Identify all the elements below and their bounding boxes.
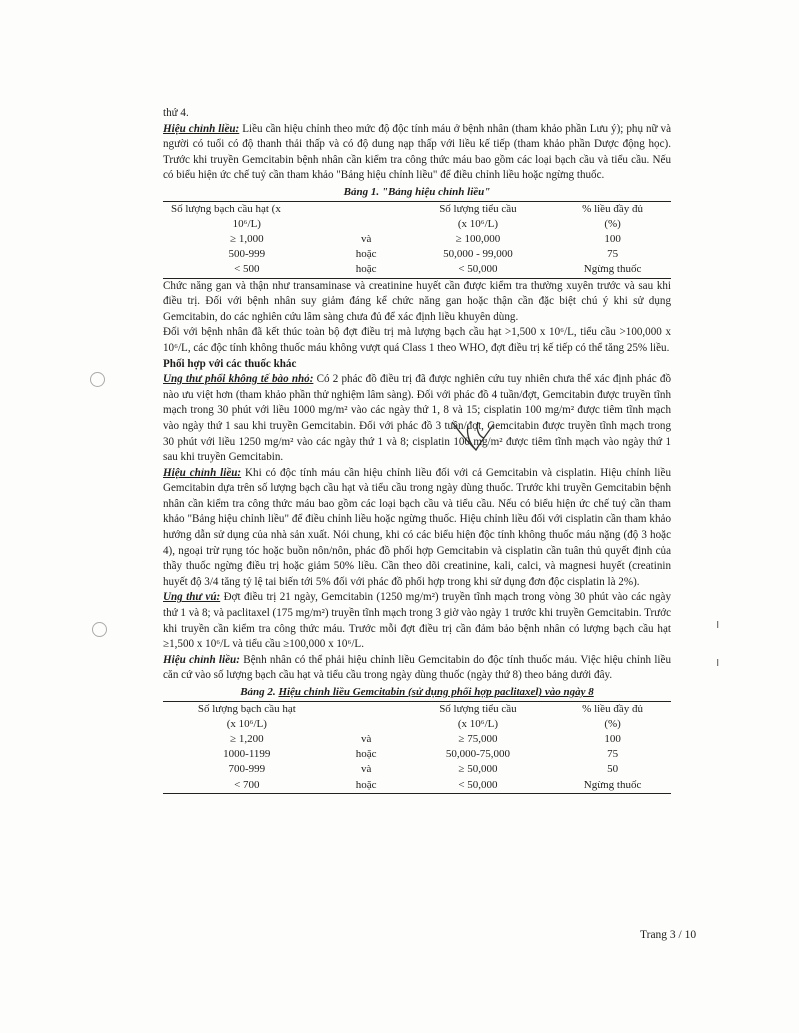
- document-body: [163, 106, 671, 794]
- table-header-cell: Số lượng bạch cầu hạt (x: [171, 202, 281, 215]
- table-header-cell: [331, 217, 402, 232]
- liver-kidney-paragraph: Chức năng gan và thận như transaminase và creatinine huyết cần được kiểm tra thường xuyên trước và sau khi điều trị. Đối với bệnh nhân suy giảm đáng kể chức năng gan hoặc thận cần đặc biệt chú ý khi sử dụng Gemcitabin, do các nghiên cứu lâm sàng chưa đủ để xác định liều khuyên dùng.: [163, 279, 671, 323]
- table2-caption-title: Hiệu chỉnh liều Gemcitabin (sử dụng phối hợp paclitaxel) vào ngày 8: [278, 686, 594, 699]
- table-header-cell: [331, 701, 402, 717]
- table-cell: ≥ 1,200: [230, 733, 264, 746]
- table-cell: và: [360, 733, 372, 746]
- table-cell: Ngừng thuốc: [583, 263, 642, 276]
- table-header-row: [163, 201, 671, 217]
- dose-adjustment-paragraph-3: [163, 653, 671, 684]
- table-row: [163, 232, 671, 247]
- table-cell: 1000-1199: [223, 748, 271, 761]
- table2-caption-prefix: Bảng 2.: [240, 686, 276, 699]
- table2: [163, 701, 671, 794]
- table-cell: ≥ 50,000: [458, 763, 498, 776]
- table-header-cell: (%): [604, 717, 621, 730]
- table-cell: hoặc: [355, 248, 377, 261]
- dose-adjustment-label-3: Hiệu chỉnh liều:: [163, 653, 240, 666]
- table-cell: 100: [604, 733, 621, 746]
- dose-adjustment-label: Hiệu chỉnh liều:: [163, 122, 240, 135]
- table-cell: ≥ 100,000: [455, 232, 501, 245]
- table-cell: 50: [607, 763, 619, 776]
- table-cell: ≥ 75,000: [458, 733, 498, 746]
- nsclc-text: Có 2 phác đồ điều trị đã được nghiên cứu tuy nhiên chưa thể xác định phác đồ nào ưu việt hơn (tham khảo phần thử nghiệm lâm sàng). Đối với phác đồ 4 tuần/đợt, Gemcitabin được truyền tĩnh mạch trong 30 phút với liều 1000 mg/m² vào các ngày thứ 1, 8 và 15; cisplatin 100 mg/m² được tiêm tĩnh mạch vào ngày thứ 1 sau khi truyền Gemcitabin. Đối với phác đồ 3 tuần/đợt, Gemcitabin được truyền tĩnh mạch trong 30 phút với liều 1250 mg/m² vào các ngày thứ 1 và 8; cisplatin 100 mg/m² được tiêm tĩnh mạch vào ngày thứ 1 sau khi truyền Gemcitabin.: [163, 373, 671, 464]
- table-cell: 700-999: [228, 763, 266, 776]
- punch-hole-top: [90, 372, 105, 387]
- punch-hole-bottom: [92, 622, 107, 637]
- table-header-cell: Số lượng tiểu cầu: [439, 702, 517, 715]
- table-cell: < 50,000: [458, 263, 498, 276]
- table-header-cell: (x 10⁶/L): [226, 717, 267, 730]
- dose-adjustment-paragraph-2: [163, 466, 671, 591]
- margin-mark: ı: [716, 617, 720, 631]
- dose-adjustment-paragraph: [163, 122, 671, 184]
- table1-caption-title: "Bảng hiệu chỉnh liều": [381, 185, 491, 198]
- table-header-cell: (x 10⁶/L): [457, 217, 499, 230]
- table-header-cell: [331, 717, 402, 732]
- breast-cancer-paragraph: [163, 590, 671, 652]
- table-cell: < 700: [234, 778, 260, 791]
- margin-mark-2: ı: [716, 655, 720, 669]
- dose-adjustment-text-3: Bệnh nhân có thể phải hiệu chỉnh liều Gemcitabin do độc tính thuốc máu. Việc hiệu chỉnh liều căn cứ vào số lượng bạch cầu hạt và tiểu cầu trong ngày dùng thuốc (ngày thứ 8) theo bảng dưới đây.: [163, 653, 671, 682]
- table2-caption: [163, 685, 671, 701]
- table-header-row: [163, 217, 671, 232]
- table-cell: và: [360, 232, 372, 245]
- table-row: [163, 247, 671, 262]
- table-header-cell: % liều đầy đủ: [582, 202, 643, 215]
- table-row: [163, 778, 671, 794]
- table-row: [163, 747, 671, 762]
- table-cell: hoặc: [355, 778, 377, 791]
- table-header-cell: [331, 201, 402, 217]
- table1-caption: [163, 185, 671, 201]
- table-cell: 50,000-75,000: [445, 748, 511, 761]
- table-cell: 75: [607, 748, 619, 761]
- page-number: Trang 3 / 10: [640, 929, 697, 941]
- table-cell: ≥ 1,000: [230, 232, 264, 245]
- table1: [163, 201, 671, 279]
- breast-cancer-text: Đợt điều trị 21 ngày, Gemcitabin (1250 mg/m²) truyền tĩnh mạch trong vòng 30 phút vào các ngày thứ 1 và 8; và paclitaxel (175 mg/m²) truyền tĩnh mạch trong 3 giờ vào ngày 1 trước khi truyền Gemcitabin. Trước khi truyền cần kiểm tra công thức máu. Trước mỗi đợt điều trị cần đảm bảo bệnh nhân có lượng bạch cầu hạt ≥1,500 x 10⁶/L và tiểu cầu ≥100,000 x 10⁶/L.: [163, 591, 671, 651]
- completed-course-paragraph: Đối với bệnh nhân đã kết thúc toàn bộ đợt điều trị mà lượng bạch cầu hạt >1,500 x 10⁶/L, tiểu cầu >100,000 x 10⁶/L, các độc tính không thuốc máu không vượt quá Class 1 theo WHO, đợt điều trị kế tiếp có thể tăng 25% liều.: [163, 326, 671, 354]
- table1-caption-prefix: Bảng 1.: [343, 185, 380, 198]
- breast-cancer-label: Ung thư vú:: [163, 591, 221, 604]
- table-header-cell: Số lượng bạch cầu hạt: [197, 702, 296, 715]
- table-row: [163, 732, 671, 747]
- table-row: [163, 262, 671, 278]
- table-header-row: [163, 717, 671, 732]
- dose-adjustment-text-2: Khi có độc tính máu cần hiệu chỉnh liều đối với cả Gemcitabin và cisplatin. Hiệu chỉnh liều Gemcitabin dựa trên số lượng bạch cầu hạt và tiểu cầu trong ngày dùng thuốc. Trước khi truyền Gemcitabin bệnh nhân cần kiểm tra công thức máu bao gồm các loại bạch cầu và tiểu cầu. Nếu có biểu hiện ức chế tuỷ cần tham khảo "Bảng hiệu chỉnh liều" để điều chỉnh liều hoặc ngừng thuốc. Hiệu chỉnh liều đối với cisplatin cần tham khảo hướng dẫn sử dụng của nhà sản xuất. Nói chung, khi có các biểu hiện độc tính không thuốc máu nặng (độ 3 hoặc 4), ngoại trừ rụng tóc hoặc buồn nôn/nôn, phác đồ phối hợp Gemcitabin và cisplatin cần tuân thủ quyết định của thầy thuốc ngừng điều trị hoặc giảm 50% liều. Cần theo dõi creatinine, kali, calci, và magnesi huyết (creatinin huyết độ 3/4 tăng tỷ lệ tai biến tới 5% đối với phác đồ phối hợp trong khi sử dụng đơn độc cisplatin là 2%).: [163, 466, 671, 588]
- table-cell: 75: [607, 248, 619, 261]
- nsclc-paragraph: [163, 372, 671, 466]
- table-cell: 100: [604, 232, 621, 245]
- table-cell: 500-999: [228, 248, 266, 261]
- intro-line: thứ 4.: [163, 107, 189, 119]
- table-cell: 50,000 - 99,000: [443, 248, 513, 261]
- table-header-cell: (%): [604, 217, 621, 230]
- combination-heading: Phối hợp với các thuốc khác: [163, 357, 297, 370]
- nsclc-label: Ung thư phổi không tế bào nhỏ:: [163, 373, 314, 386]
- table-cell: và: [360, 763, 372, 776]
- table-cell: hoặc: [355, 263, 377, 276]
- table-cell: hoặc: [355, 748, 377, 761]
- table-cell: < 500: [234, 263, 260, 276]
- table-header-cell: Số lượng tiểu cầu: [439, 202, 517, 215]
- table-header-row: [163, 701, 671, 717]
- table-header-cell: 10⁶/L): [232, 217, 261, 230]
- table-cell: < 50,000: [458, 778, 498, 791]
- table-header-cell: (x 10⁶/L): [457, 717, 499, 730]
- table-row: [163, 762, 671, 777]
- table-cell: Ngừng thuốc: [583, 778, 642, 791]
- dose-adjustment-text: Liều cần hiệu chỉnh theo mức độ độc tính máu ở bệnh nhân (tham khảo phần Lưu ý); phụ nữ và người có tuổi có độ thanh thải thấp và có độ dung nạp thấp với liều kế tiếp (tham khảo phần Dược động học). Trước khi truyền Gemcitabin bệnh nhân cần kiểm tra công thức máu bao gồm các loại bạch cầu và tiểu cầu. Nếu có biểu hiện ức chế tuỷ cần tham khảo "Bảng hiệu chỉnh liều" để điều chỉnh liều hoặc ngừng thuốc.: [163, 122, 671, 182]
- table-header-cell: % liều đầy đủ: [582, 702, 643, 715]
- dose-adjustment-label-2: Hiệu chỉnh liều:: [163, 466, 242, 479]
